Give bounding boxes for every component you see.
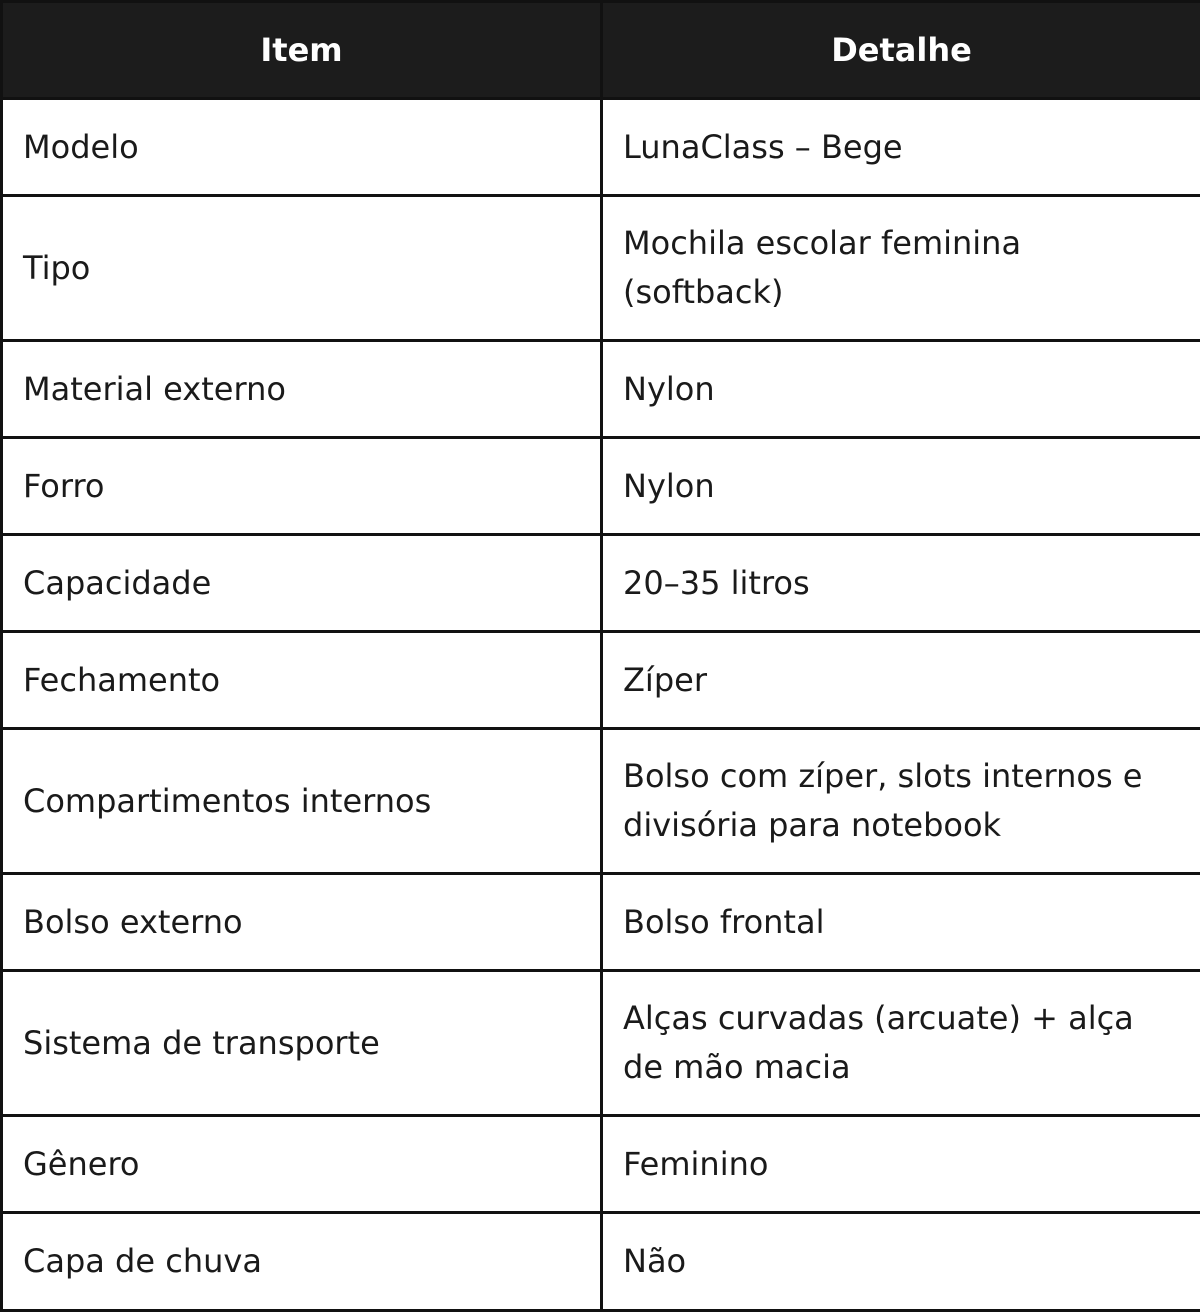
table-row	[2, 874, 1200, 971]
row-item: Fechamento	[2, 632, 602, 729]
table-row	[2, 632, 1200, 729]
table-header	[2, 2, 1200, 99]
row-detail: Mochila escolar feminina (softback)	[602, 196, 1200, 341]
row-detail: LunaClass – Bege	[602, 99, 1200, 196]
row-detail: Não	[602, 1213, 1200, 1311]
row-detail: Zíper	[602, 632, 1200, 729]
table-row	[2, 196, 1200, 341]
row-detail: Bolso frontal	[602, 874, 1200, 971]
row-detail: Alças curvadas (arcuate) + alça de mão macia	[602, 971, 1200, 1116]
table-row	[2, 1213, 1200, 1311]
row-item: Sistema de transporte	[2, 971, 602, 1116]
table-row	[2, 535, 1200, 632]
row-item: Material externo	[2, 341, 602, 438]
row-item: Capa de chuva	[2, 1213, 602, 1311]
row-item: Forro	[2, 438, 602, 535]
row-item: Bolso externo	[2, 874, 602, 971]
row-detail: Bolso com zíper, slots internos e divisória para notebook	[602, 729, 1200, 874]
table-row	[2, 341, 1200, 438]
table-row	[2, 1116, 1200, 1213]
table-body	[2, 99, 1200, 1311]
table-row	[2, 729, 1200, 874]
row-item: Tipo	[2, 196, 602, 341]
table-row	[2, 99, 1200, 196]
row-item: Modelo	[2, 99, 602, 196]
header-item: Item	[2, 2, 602, 99]
row-detail: Nylon	[602, 438, 1200, 535]
row-item: Capacidade	[2, 535, 602, 632]
table-row	[2, 438, 1200, 535]
row-item: Gênero	[2, 1116, 602, 1213]
row-detail: 20–35 litros	[602, 535, 1200, 632]
table-row	[2, 971, 1200, 1116]
header-detail: Detalhe	[602, 2, 1200, 99]
row-item: Compartimentos internos	[2, 729, 602, 874]
row-detail: Nylon	[602, 341, 1200, 438]
header-row	[2, 2, 1200, 99]
row-detail: Feminino	[602, 1116, 1200, 1213]
